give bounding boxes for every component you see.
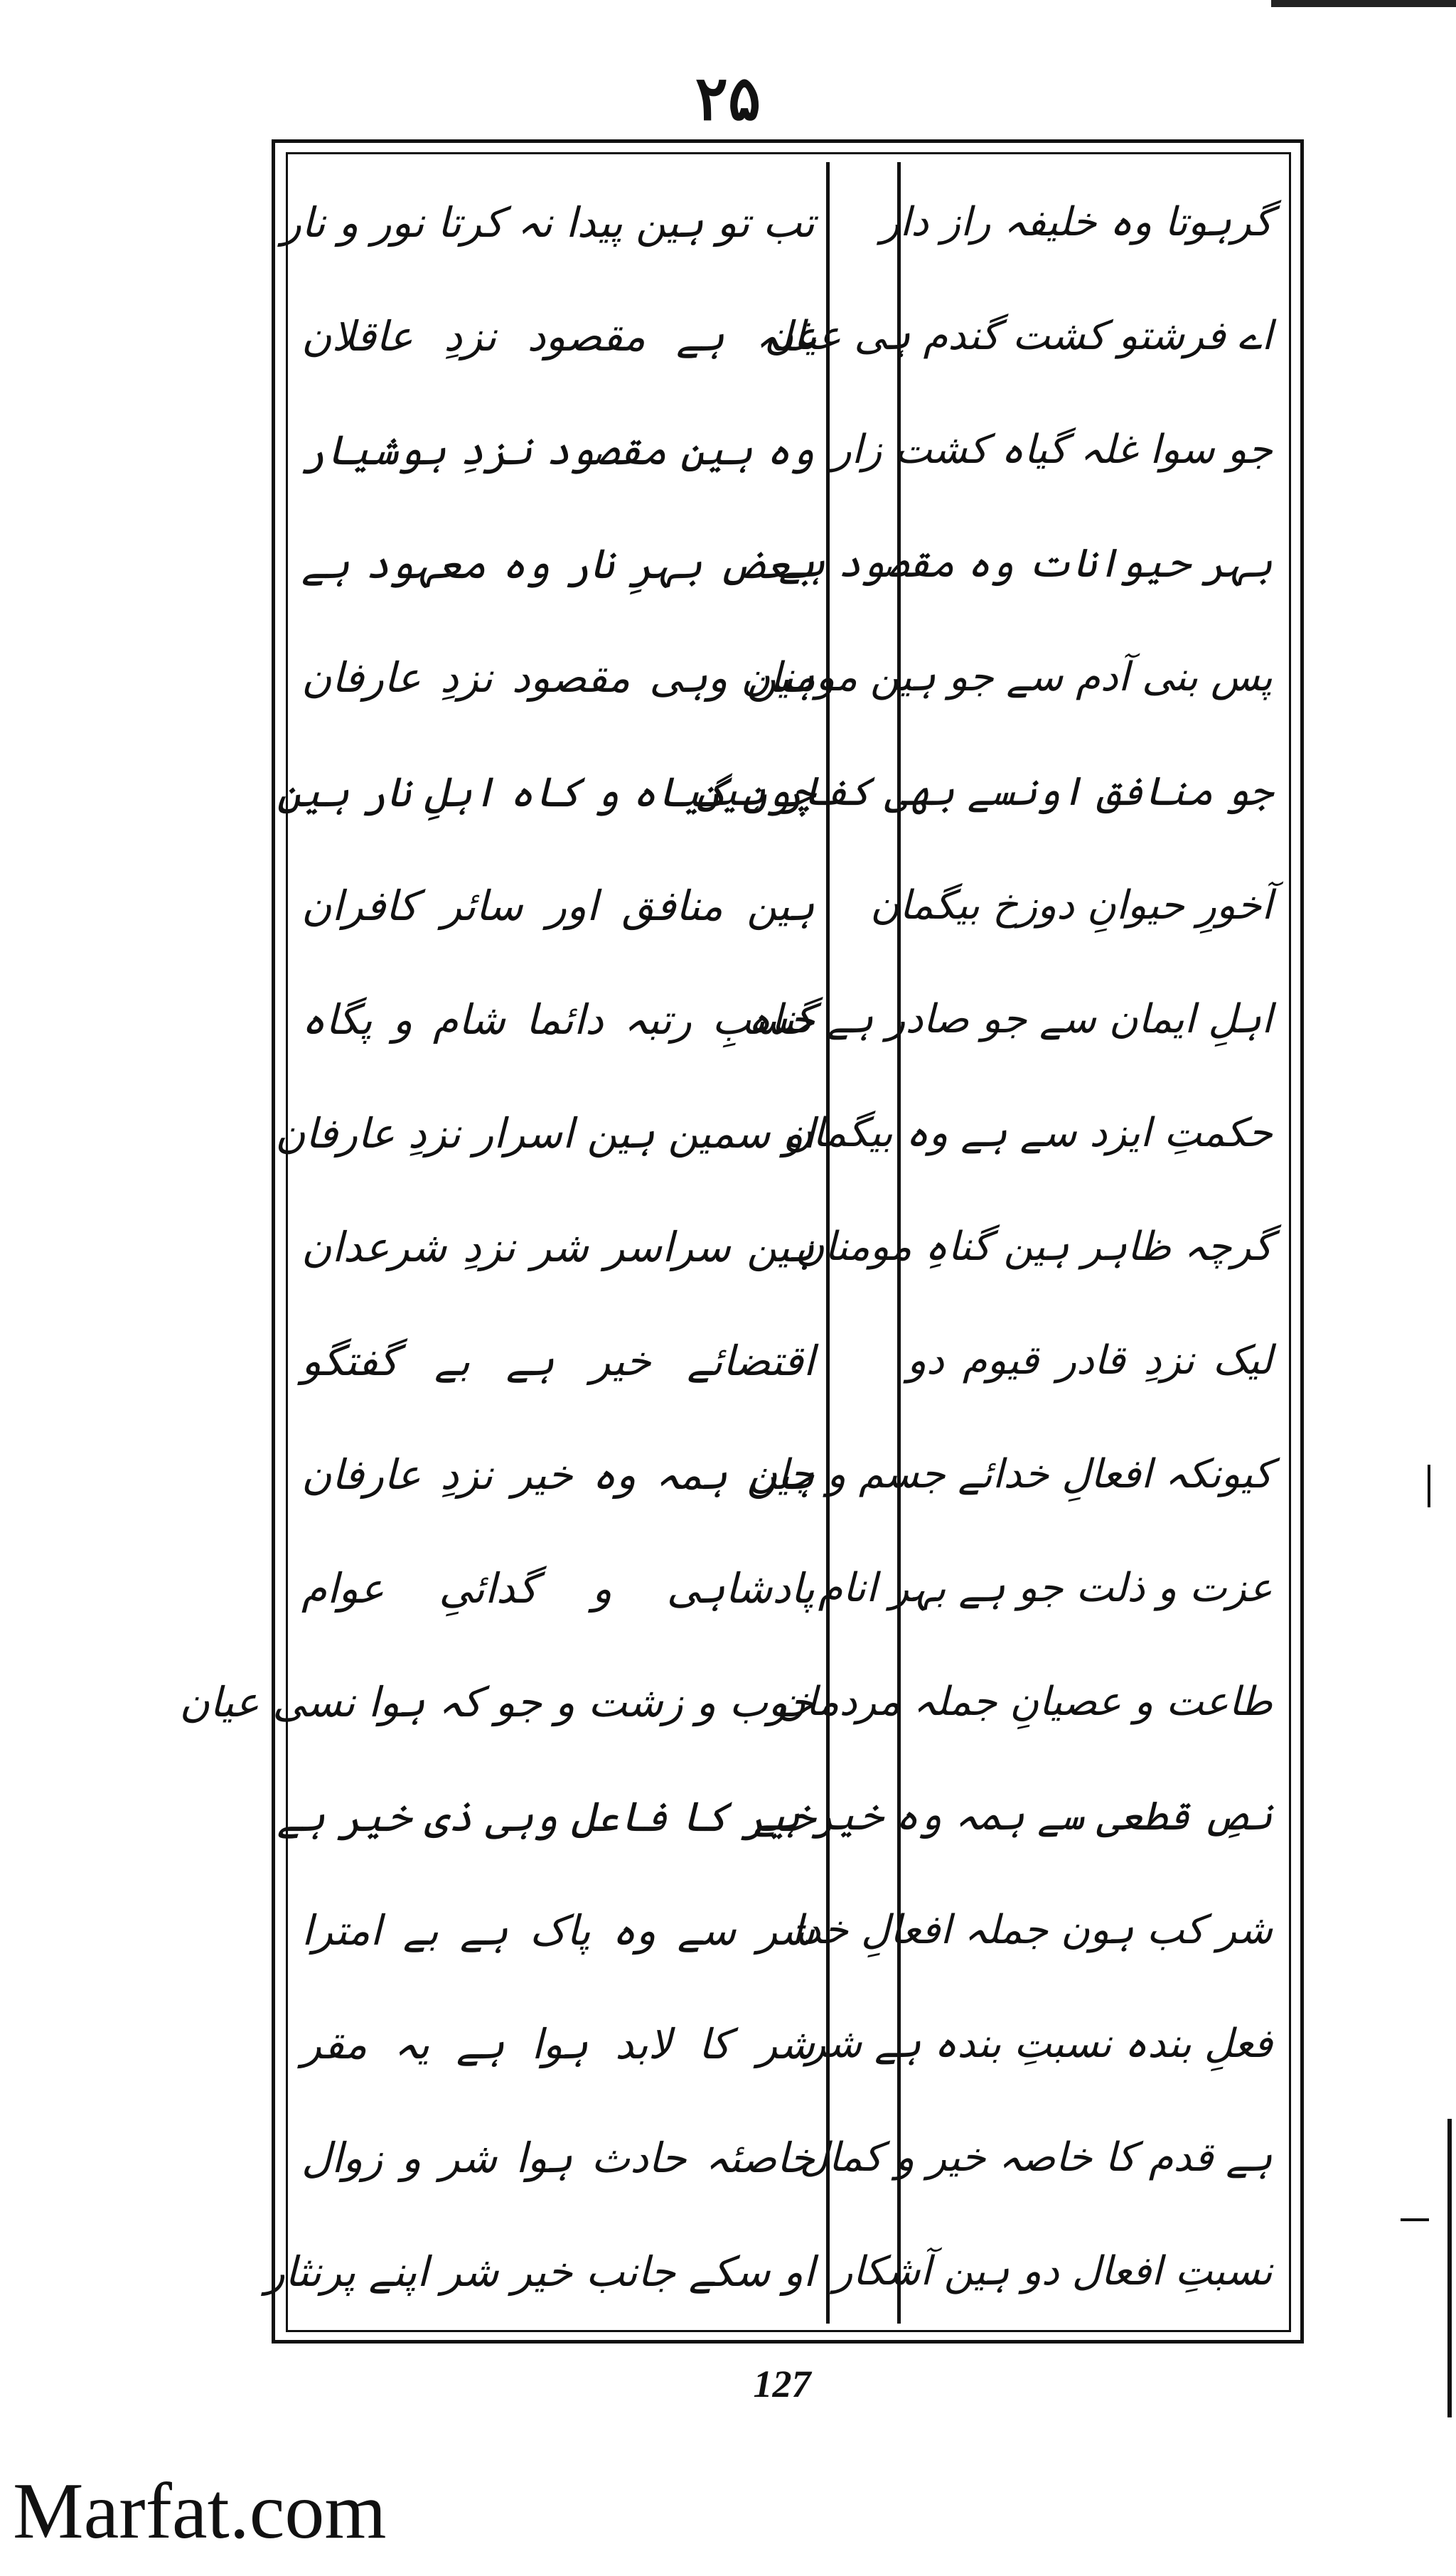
verse-line: خاصئہ حادث ہوا شر و زوال <box>301 2133 815 2182</box>
verse-line: نصِ قطعی سے ہمہ وہ خیر ہے <box>753 1792 1273 1839</box>
page-number: ۲۵ <box>695 63 761 134</box>
verse-line: شر کا لابد ہوا ہے یہ مقر <box>301 2019 815 2068</box>
verse-line: لیک نزدِ قادر قیوم دو <box>907 1337 1273 1384</box>
verse-line: ہین سراسر شر نزدِ شرعدان <box>301 1222 815 1271</box>
verse-line: پادشاہی و گدائیِ عوام <box>301 1564 815 1613</box>
verse-line: پس بنی آدم سے جو ہین مومنان <box>741 654 1273 701</box>
verse-line: اے فرشتو کشت گندم ہی عیان <box>764 313 1273 360</box>
verse-line: شر سے وہ پاک ہے بے امترا <box>301 1906 815 1955</box>
verse-line: او سمین ہین اسرار نزدِ عارفان <box>275 1108 815 1158</box>
verse-line: کیونکہ افعالِ خدائے جسم و جان <box>748 1451 1273 1498</box>
verse-line: ہے قدم کا خاصہ خیر و کمال <box>799 2134 1273 2181</box>
scan-edge-mark <box>1401 2218 1429 2221</box>
verse-line: بعض بہرِ نار وہ معہود ہے <box>301 540 815 589</box>
verse-line: خیر کا فاعل وہی ذی خیر ہے <box>277 1792 815 1841</box>
verse-line: چون گیاہ و کاہ اہلِ نار ہین <box>277 767 815 816</box>
verse-line: ہین وہی مقصود نزدِ عارفان <box>301 653 815 702</box>
verse-line: او سکے جانب خیر شر اپنے پرنثار <box>264 2247 815 2296</box>
verse-line: جو سوا غلہ گیاہ کشت زار <box>832 427 1273 474</box>
verse-line: بہر حیوانات وہ مقصود ہے <box>778 540 1273 587</box>
verse-line: وہ ہین مقصود نزدِ ہوشیار <box>301 426 815 475</box>
verse-line: غلہ ہے مقصود نزدِ عاقلان <box>301 312 815 361</box>
verse-line: شر کب ہون جملہ افعالِ خدا <box>791 1906 1273 1953</box>
verse-line: فعلِ بندہ نسبتِ بندہ ہے شر <box>806 2020 1273 2067</box>
scan-edge-mark <box>1428 1465 1430 1507</box>
verse-line: تب تو ہین پیدا نہ کرتا نور و نار <box>281 198 815 247</box>
verse-line: اقتضائے خیر ہے بے گفتگو <box>301 1337 815 1386</box>
verse-line: ہین ہمہ وہ خیر نزدِ عارفان <box>301 1450 815 1500</box>
verse-column-right <box>696 181 1273 2314</box>
verse-line: نسبتِ افعال دو ہین آشکار <box>833 2248 1273 2294</box>
verse-line: اہلِ ایمان سے جو صادر ہے گناہ <box>747 995 1273 1042</box>
verse-line: طاعت و عصیانِ جملہ مردمان <box>776 1679 1273 1726</box>
verse-line: حسبِ رتبہ دائما شام و پگاہ <box>301 995 815 1044</box>
verse-line: عزت و ذلت جو ہے بہر انام <box>818 1565 1273 1612</box>
verse-line: ہین منافق اور سائر کافران <box>301 881 815 930</box>
verse-line: جو منافق اونسے بھی کفار ہین <box>696 768 1273 815</box>
verse-line: حکمتِ ایزد سے ہے وہ بیگمان <box>783 1109 1273 1156</box>
verse-line: خوب و زشت و جو کہ ہوا نسی عیان <box>179 1678 815 1727</box>
verse-line: گرچہ ظاہر ہین گناہِ مومنان <box>795 1223 1273 1270</box>
watermark: Marfat.com <box>13 2467 387 2555</box>
verse-line: آخورِ حیوانِ دوزخ بیگمان <box>870 882 1273 929</box>
folio-number: 127 <box>753 2363 811 2405</box>
verse-line: گرہوتا وہ خلیفہ راز دار <box>880 199 1273 245</box>
top-edge-rule <box>1271 0 1456 7</box>
verse-column-left <box>179 181 815 2314</box>
scan-edge-mark <box>1447 2119 1452 2417</box>
